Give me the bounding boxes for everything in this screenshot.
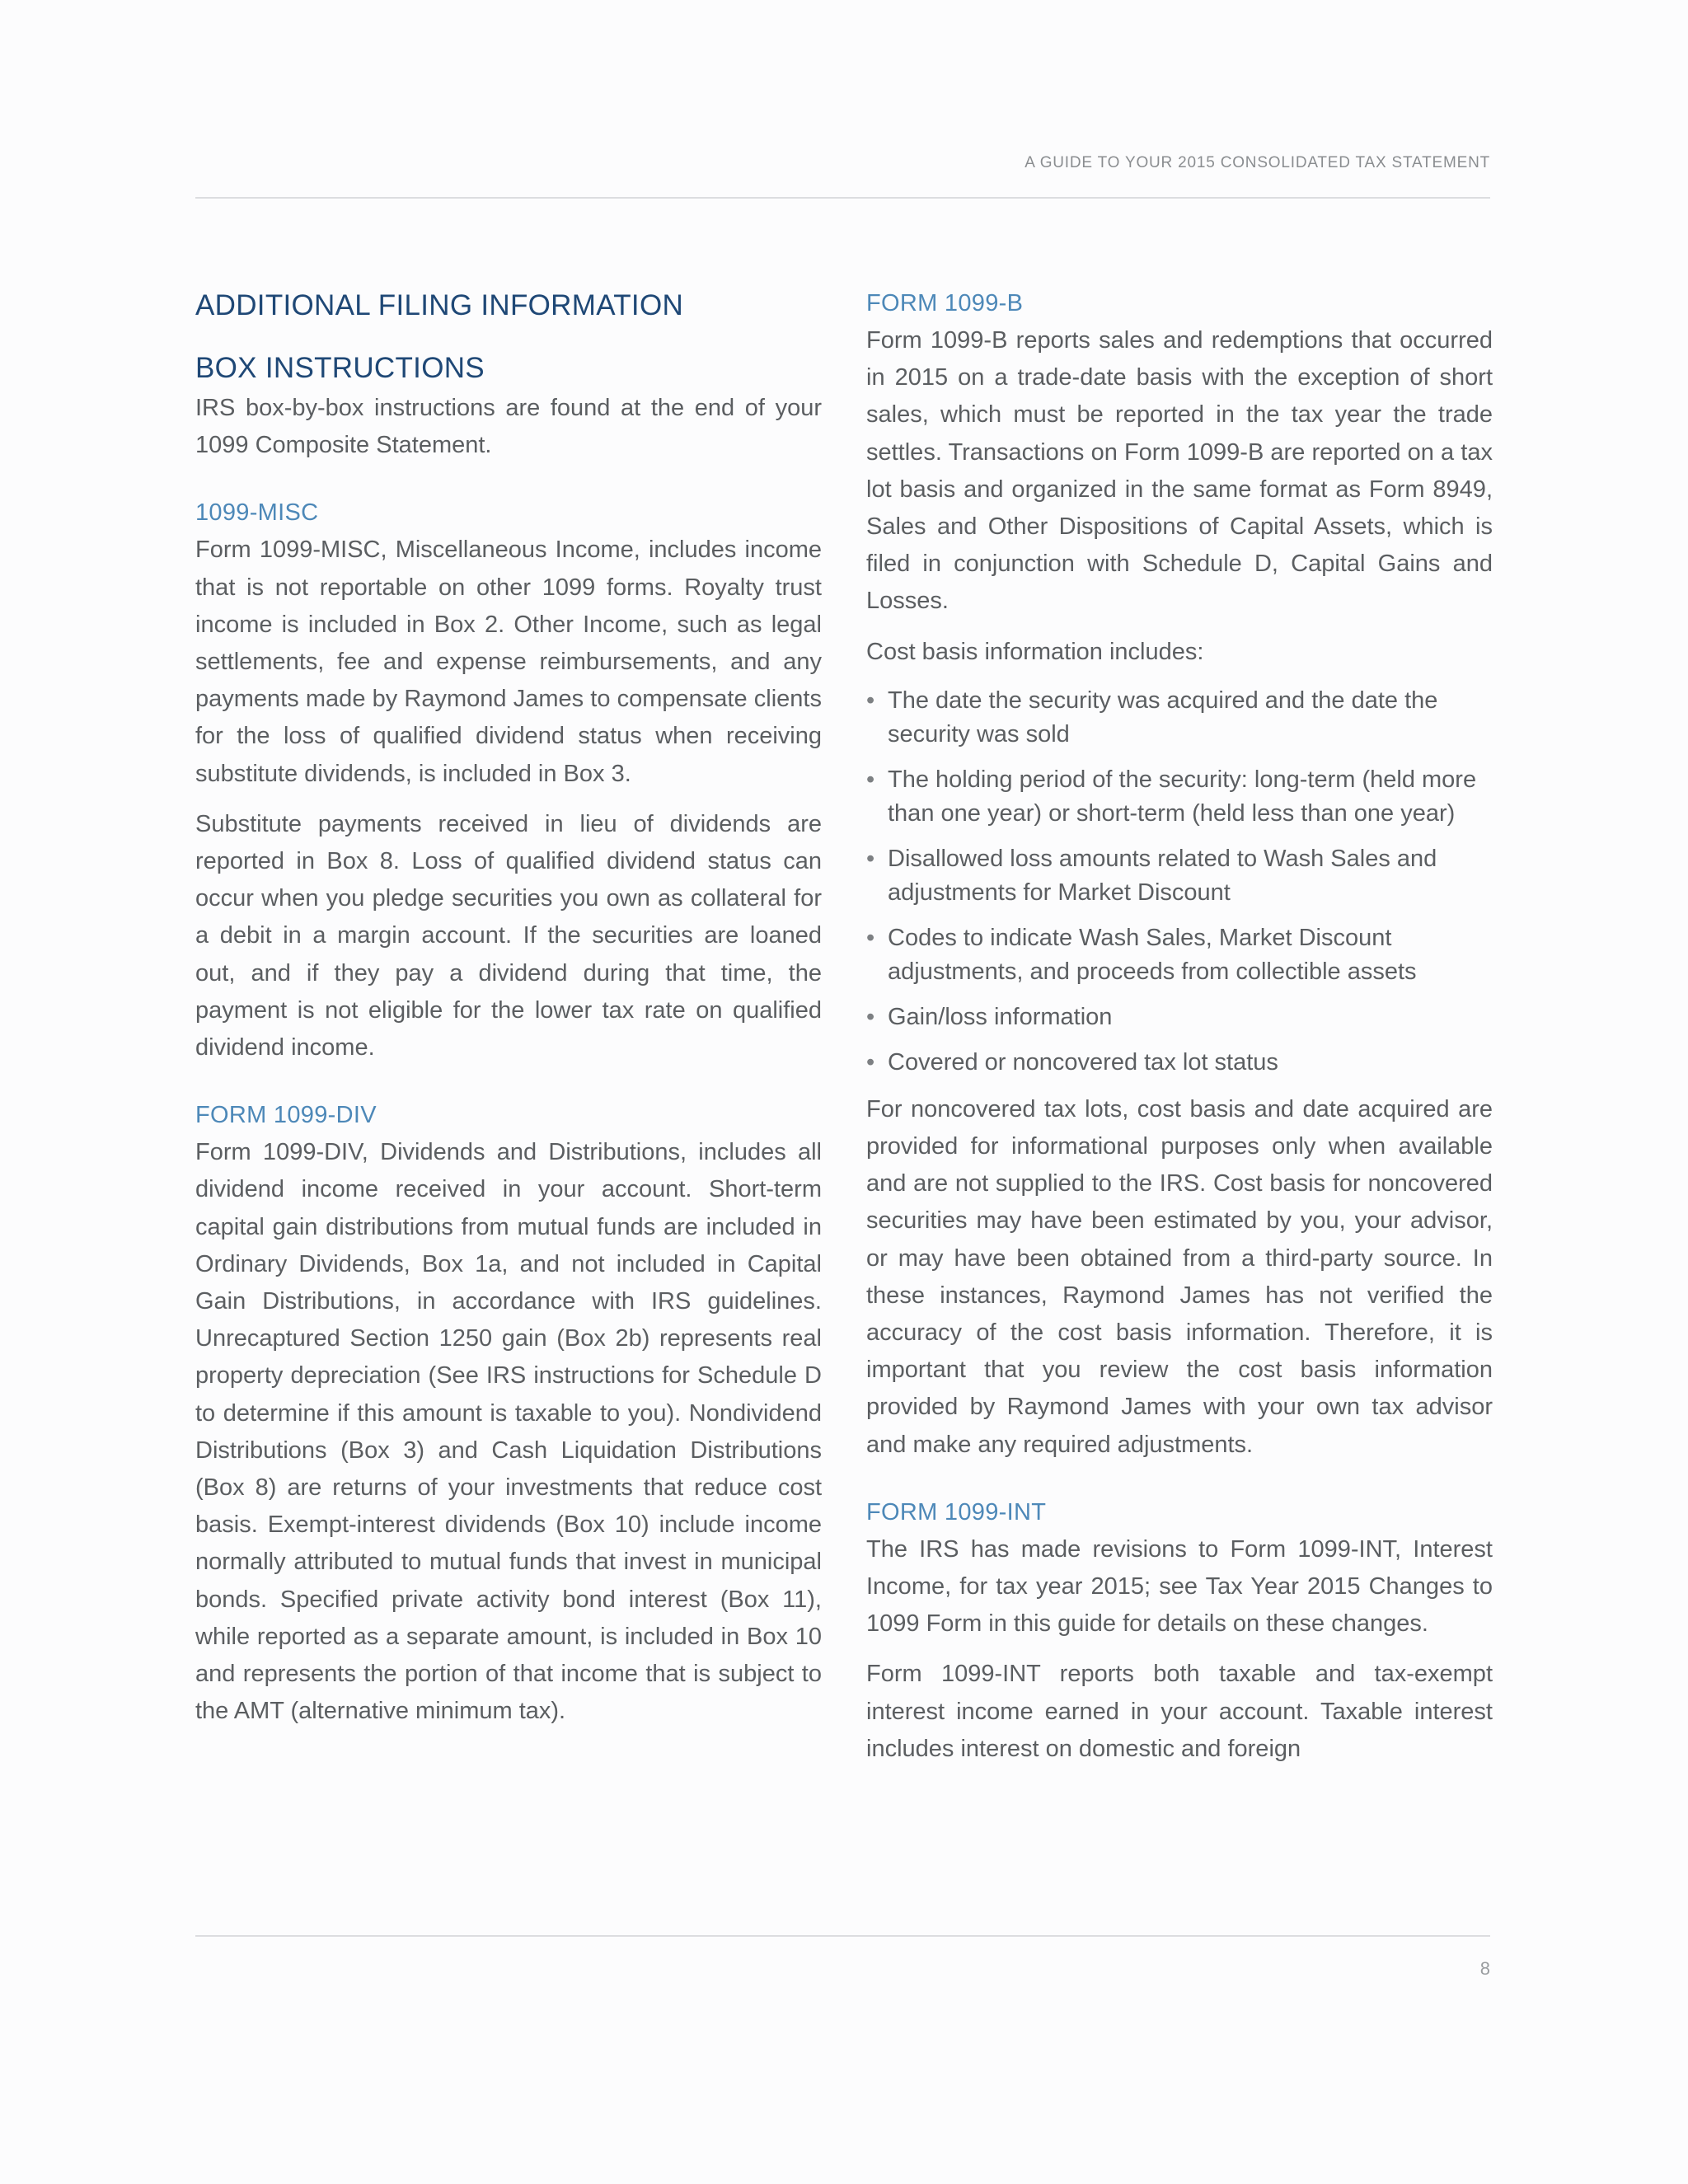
div-paragraph-1: Form 1099-DIV, Dividends and Distributions, includes all dividend income received in your account. Short-term capital gain distributions from mutual funds are included in Ordinary Dividends, Box 1a, and not included in Capital Gain Distributions, in accordance with IRS guidelines. Unrecaptured Section 1250 gain (Box 2b) represents real property depreciation (See IRS instructions for Schedule D to determine if this amount is taxable to you). Nondividend Distributions (Box 3) and Cash Liquidation Distributions (Box 8) are returns of your investments that reduce cost basis. Exempt-interest dividends (Box 10) include income normally attributed to mutual funds that invest in municipal bonds. Specified private activity bond interest (Box 11), while reported as a separate amount, is included in Box 10 and represents the portion of that income that is subject to the AMT (alternative minimum tax). — [195, 1139, 822, 1725]
footer-divider — [195, 1935, 1490, 1937]
bullet-icon: • — [866, 845, 875, 872]
int-paragraph-2: Form 1099-INT reports both taxable and tax-exempt interest income earned in your account. Taxable interest includes interest on domestic and foreign — [866, 1661, 1493, 1762]
bullet-icon: • — [866, 766, 875, 793]
list-item: • Disallowed loss amounts related to Wash Sales and adjustments for Market Discount — [866, 842, 1493, 910]
list-item: • Gain/loss information — [866, 1001, 1493, 1034]
bullet-icon: • — [866, 1003, 875, 1030]
bullet-icon: • — [866, 924, 875, 951]
page-title: ADDITIONAL FILING INFORMATION — [195, 289, 684, 321]
heading-1099-b: FORM 1099-B — [866, 290, 1024, 316]
intro-paragraph: IRS box-by-box instructions are found at the end of your 1099 Composite Statement. — [195, 395, 822, 459]
heading-1099-int: FORM 1099-INT — [866, 1498, 1047, 1526]
right-column — [866, 284, 1493, 1781]
list-item: • The date the security was acquired and the date the security was sold — [866, 684, 1493, 752]
bullet-icon: • — [866, 687, 875, 714]
page-number: 8 — [1479, 1958, 1490, 1979]
header-divider — [195, 197, 1490, 199]
running-head: A GUIDE TO YOUR 2015 CONSOLIDATED TAX STATEMENT — [1025, 154, 1490, 171]
list-item: • Codes to indicate Wash Sales, Market Discount adjustments, and proceeds from collectible assets — [866, 921, 1493, 989]
misc-paragraph-2: Substitute payments received in lieu of dividends are reported in Box 8. Loss of qualified dividend status can occur when you pledge securities you own as collateral for a debit in a margin account. If the securities are loaned out, and if they pay a dividend during that time, the payment is not eligible for the lower tax rate on qualified dividend income. — [195, 810, 822, 1062]
cost-basis-intro: Cost basis information includes: — [866, 638, 1204, 665]
list-item: • The holding period of the security: long-term (held more than one year) or short-term (held less than one year) — [866, 763, 1493, 831]
heading-1099-div: FORM 1099-DIV — [195, 1102, 377, 1129]
left-column — [195, 284, 822, 1744]
section-title-box-instructions: BOX INSTRUCTIONS — [195, 352, 485, 384]
list-item: • Covered or noncovered tax lot status — [866, 1046, 1493, 1080]
b-paragraph-1: Form 1099-B reports sales and redemptions that occurred in 2015 on a trade-date basis with the exception of short sales, which must be reported in the tax year the trade settles. Transactions on Form 1099-B are reported on a tax lot basis and organized in the same format as Form 8949, Sales and Other Dispositions of Capital Assets, which is filed in conjunction with Schedule D, Capital Gains and Losses. — [866, 327, 1493, 615]
heading-1099-misc: 1099-MISC — [195, 499, 319, 527]
b-paragraph-2: For noncovered tax lots, cost basis and date acquired are provided for informational purposes only when available and are not supplied to the IRS. Cost basis for noncovered securities may have been estimated by you, your advisor, or may have been obtained from a third-party source. In these instances, Raymond James has not verified the accuracy of the cost basis information. Therefore, it is important that you review the cost basis information provided by Raymond James with your own tax advisor and make any required adjustments. — [866, 1095, 1493, 1458]
int-paragraph-1: The IRS has made revisions to Form 1099-INT, Interest Income, for tax year 2015; see Tax Year 2015 Changes to 1099 Form in this guide for details on these changes. — [866, 1535, 1493, 1638]
cost-basis-list — [866, 684, 1493, 1080]
bullet-icon: • — [866, 1048, 875, 1076]
misc-paragraph-1: Form 1099-MISC, Miscellaneous Income, includes income that is not reportable on other 1099 forms. Royalty trust income is included in Box 2. Other Income, such as legal settlements, fee and expense reimbursements, and any payments made by Raymond James to compensate clients for the loss of qualified dividend status when receiving substitute dividends, is included in Box 3. — [195, 537, 822, 787]
